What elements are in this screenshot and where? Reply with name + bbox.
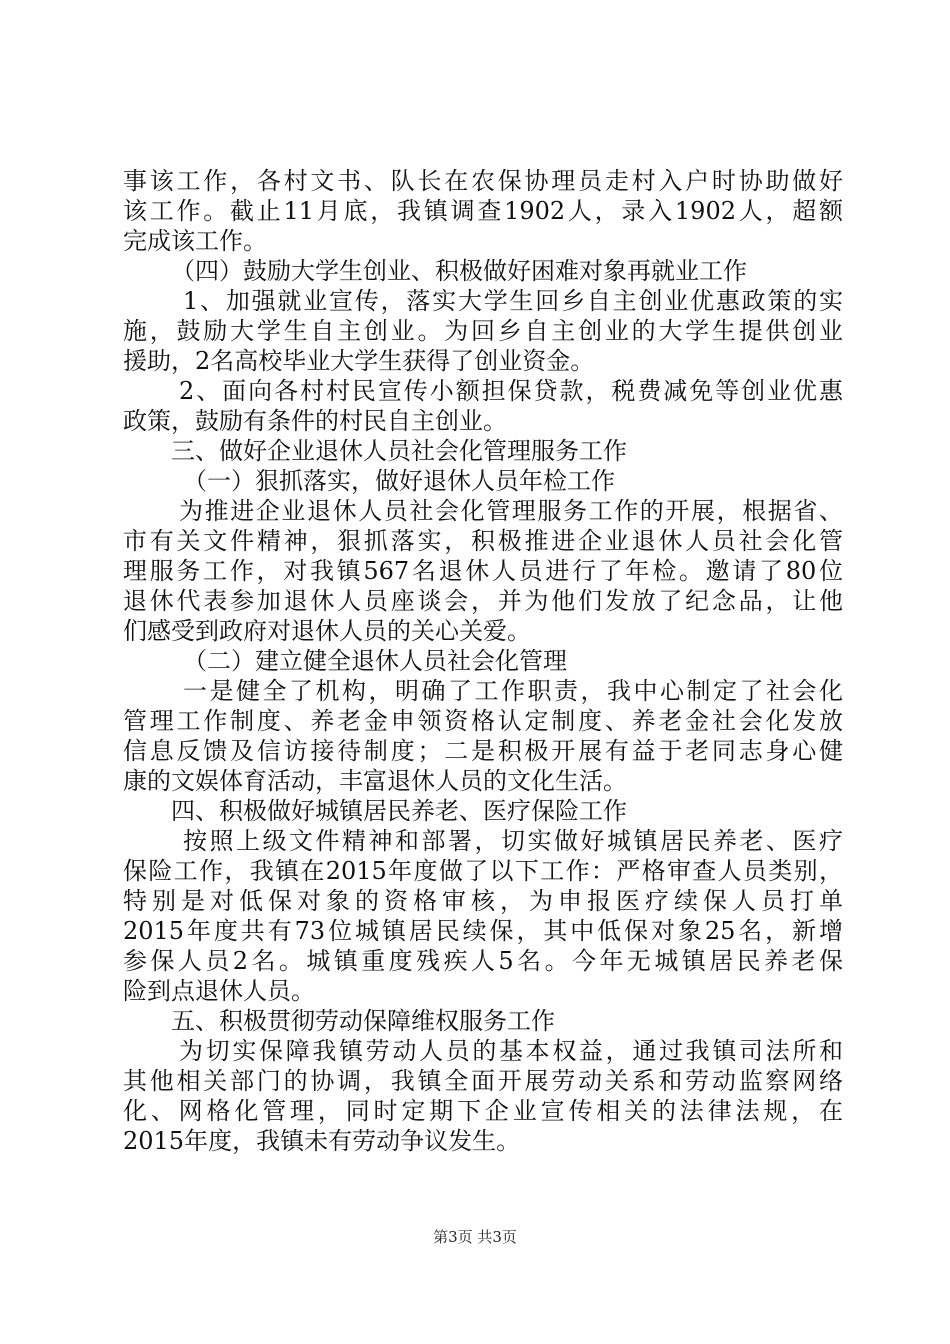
section-heading: （四）鼓励大学生创业、积极做好困难对象再就业工作: [171, 257, 747, 285]
paragraph-line: 政策，鼓励有条件的村民自主创业。: [123, 407, 507, 435]
paragraph-line: 市有关文件精神，狠抓落实，积极推进企业退休人员社会化管: [123, 527, 843, 555]
paragraph-line: 参保人员2名。城镇重度残疾人5名。今年无城镇居民养老保: [123, 947, 843, 975]
paragraph-line: 为推进企业退休人员社会化管理服务工作的开展，根据省、: [179, 497, 843, 525]
section-heading: 四、积极做好城镇居民养老、医疗保险工作: [171, 797, 627, 825]
paragraph-line: 险到点退休人员。: [123, 977, 315, 1005]
paragraph-line: 信息反馈及信访接待制度；二是积极开展有益于老同志身心健: [123, 737, 843, 765]
paragraph-line: 为切实保障我镇劳动人员的基本权益，通过我镇司法所和: [179, 1037, 843, 1065]
paragraph-line: 2015年度，我镇未有劳动争议发生。: [123, 1127, 521, 1155]
paragraph-line: 该工作。截止11月底，我镇调查1902人，录入1902人，超额: [123, 197, 843, 225]
paragraph-line: 退休代表参加退休人员座谈会，并为他们发放了纪念品，让他: [123, 587, 843, 615]
paragraph-line: 一是健全了机构，明确了工作职责，我中心制定了社会化: [183, 677, 843, 705]
paragraph-line: 按照上级文件精神和部署，切实做好城镇居民养老、医疗: [183, 827, 843, 855]
paragraph-line: 化、网格化管理，同时定期下企业宣传相关的法律法规，在: [123, 1097, 843, 1125]
page-footer: 第3页 共3页: [433, 1228, 517, 1246]
section-heading: 五、积极贯彻劳动保障维权服务工作: [171, 1007, 555, 1035]
paragraph-line: 其他相关部门的协调，我镇全面开展劳动关系和劳动监察网络: [123, 1067, 843, 1095]
section-heading: 三、做好企业退休人员社会化管理服务工作: [171, 437, 627, 465]
paragraph-line: 们感受到政府对退休人员的关心关爱。: [123, 617, 531, 645]
paragraph-line: 特别是对低保对象的资格审核，为申报医疗续保人员打单: [123, 887, 843, 915]
paragraph-line: 理服务工作，对我镇567名退休人员进行了年检。邀请了80位: [123, 557, 843, 585]
paragraph-line: 保险工作，我镇在2015年度做了以下工作：严格审查人员类别，: [123, 857, 843, 885]
paragraph-line: 管理工作制度、养老金申领资格认定制度、养老金社会化发放: [123, 707, 843, 735]
paragraph-line: 事该工作，各村文书、队长在农保协理员走村入户时协助做好: [123, 167, 843, 195]
paragraph-line: 2、面向各村村民宣传小额担保贷款，税费减免等创业优惠: [179, 377, 843, 405]
paragraph-line: 2015年度共有73位城镇居民续保，其中低保对象25名，新增: [123, 917, 843, 945]
paragraph-line: 援助，2名高校毕业大学生获得了创业资金。: [123, 347, 595, 375]
document-body: [123, 166, 843, 1156]
section-heading: （一）狠抓落实，做好退休人员年检工作: [183, 467, 615, 495]
paragraph-line: 康的文娱体育活动，丰富退休人员的文化生活。: [123, 767, 627, 795]
section-heading: （二）建立健全退休人员社会化管理: [183, 647, 567, 675]
paragraph-line: 1、加强就业宣传，落实大学生回乡自主创业优惠政策的实: [183, 287, 843, 315]
paragraph-line: 施，鼓励大学生自主创业。为回乡自主创业的大学生提供创业: [123, 317, 843, 345]
paragraph-line: 完成该工作。: [123, 227, 267, 255]
